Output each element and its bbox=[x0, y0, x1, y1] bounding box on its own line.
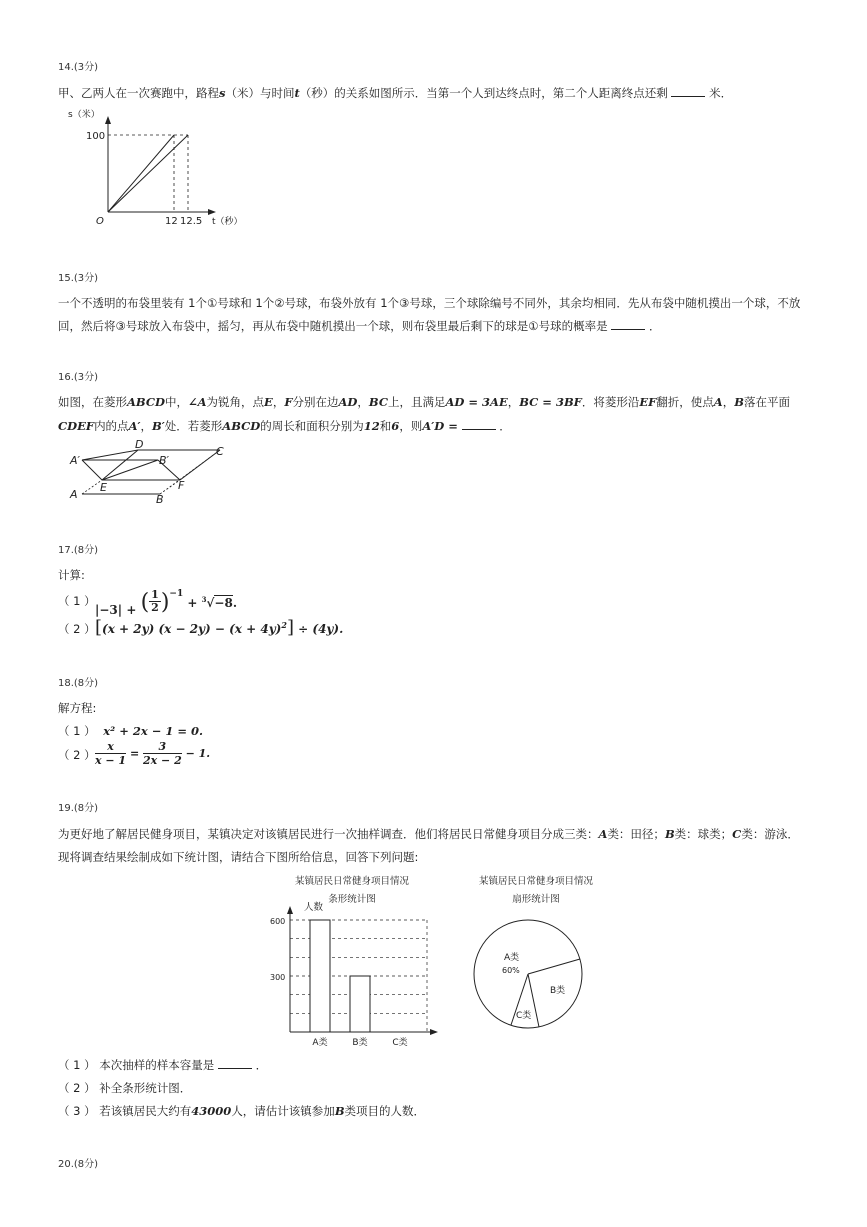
point-b-label: B bbox=[156, 493, 164, 506]
math-6: 6 bbox=[391, 419, 400, 433]
question-score: (8分) bbox=[73, 1159, 99, 1170]
root-argument: −8 bbox=[214, 596, 233, 610]
y-tick-600: 600 bbox=[270, 917, 286, 926]
fraction-numerator: 3 bbox=[143, 740, 182, 754]
fraction-3-over-2x-2 bbox=[143, 740, 182, 767]
point-a-label: A bbox=[70, 488, 78, 501]
question-number: 18. bbox=[58, 678, 74, 689]
bar-chart-y-label: 人数 bbox=[304, 902, 324, 913]
segment-ae bbox=[82, 480, 102, 494]
question-19-line-1 bbox=[58, 827, 799, 841]
part-label: （ 1 ） bbox=[58, 724, 96, 738]
point-b-prime-label: B′ bbox=[159, 454, 170, 467]
text-segment: ， bbox=[357, 395, 369, 409]
text-segment: ， bbox=[722, 395, 735, 409]
question-16-line-2 bbox=[58, 419, 511, 433]
part-label: （ 2 ） bbox=[58, 748, 96, 762]
math-b: B bbox=[664, 827, 675, 841]
origin-label: O bbox=[96, 216, 104, 227]
text-segment: 中， bbox=[164, 395, 188, 409]
fraction-numerator: 1 bbox=[151, 588, 159, 601]
text-segment: （米）与时间 bbox=[225, 86, 295, 100]
bar-a bbox=[310, 920, 330, 1032]
question-number: 19. bbox=[58, 803, 74, 814]
fraction-equation bbox=[95, 740, 210, 767]
question-18-part-1 bbox=[58, 724, 203, 738]
math-a: A bbox=[598, 827, 608, 841]
y-tick-100: 100 bbox=[86, 131, 106, 142]
y-tick-300: 300 bbox=[270, 973, 286, 982]
text-segment: 类：球类； bbox=[674, 827, 733, 841]
math-b: B bbox=[334, 1104, 345, 1118]
math-ef: EF bbox=[639, 395, 657, 409]
variable-t: t bbox=[294, 86, 300, 100]
math-ad: AD bbox=[338, 395, 358, 409]
y-axis-arrow bbox=[105, 116, 111, 124]
question-number: 14. bbox=[58, 62, 74, 73]
bar-chart-y-axis-arrow bbox=[287, 906, 293, 914]
text-segment: 如图，在菱形 bbox=[58, 395, 127, 409]
fraction-denominator: x − 1 bbox=[95, 754, 127, 767]
segment-a-prime-e bbox=[82, 460, 102, 480]
pie-label-a: A类 bbox=[504, 953, 520, 963]
question-score: (3分) bbox=[73, 273, 99, 284]
text-segment: 回，然后将③号球放入布袋中，摇匀，再从布袋中随机摸出一个球，则布袋里最后剩下的球是①号球的概率是 bbox=[58, 319, 608, 333]
question-number: 20. bbox=[58, 1159, 74, 1170]
x-label-c: C类 bbox=[392, 1038, 408, 1048]
bar-chart-x-axis-arrow bbox=[430, 1029, 438, 1035]
question-16-line-1 bbox=[58, 395, 790, 409]
runner-2-line bbox=[108, 135, 188, 212]
pie-divider-a-b bbox=[528, 959, 580, 974]
division-tail: ÷ (4y). bbox=[298, 622, 344, 636]
question-18-intro: 解方程: bbox=[58, 701, 97, 715]
math-cdef: CDEF bbox=[58, 419, 95, 433]
text-segment: ． bbox=[648, 319, 661, 333]
question-16-header bbox=[58, 368, 98, 383]
math-bc: BC bbox=[368, 395, 388, 409]
text-segment: 翻折，使点 bbox=[656, 395, 714, 409]
text-segment: 类：游泳． bbox=[741, 827, 799, 841]
math-abcd: ABCD bbox=[222, 419, 261, 433]
bar-chart-title-1: 某镇居民日常健身项目情况 bbox=[294, 876, 410, 887]
plus-sign: + bbox=[187, 596, 198, 610]
answer-blank[interactable] bbox=[671, 86, 705, 97]
math-43000: 43000 bbox=[191, 1104, 232, 1118]
text-segment: 分别在边 bbox=[292, 395, 339, 409]
x-label-b: B类 bbox=[352, 1038, 368, 1048]
math-angle-a: ∠A bbox=[187, 395, 207, 409]
question-17-header bbox=[58, 541, 98, 556]
minus-one: − 1. bbox=[185, 747, 211, 760]
math-c: C bbox=[732, 827, 742, 841]
abs-term: |−3| + bbox=[95, 603, 137, 617]
question-score: (8分) bbox=[73, 803, 99, 814]
part-label: （ 2 ） bbox=[58, 622, 96, 636]
text-segment: 人，请估计该镇参加 bbox=[231, 1104, 335, 1118]
text-segment: ， bbox=[507, 395, 520, 409]
part-label: （ 3 ） bbox=[58, 1104, 96, 1118]
fraction-denominator: 2x − 2 bbox=[143, 754, 182, 767]
math-f: F bbox=[284, 395, 293, 409]
text-segment: 和 bbox=[379, 419, 392, 433]
exponent: 2 bbox=[281, 620, 287, 630]
x-axis-arrow bbox=[208, 209, 216, 215]
pie-label-b: B类 bbox=[550, 986, 566, 996]
exponent: −1 bbox=[169, 589, 184, 599]
equals-sign: = bbox=[129, 747, 140, 760]
pie-chart-title-2: 扇形统计图 bbox=[512, 894, 560, 905]
question-17-intro: 计算: bbox=[58, 568, 85, 582]
text-segment: ．将菱形沿 bbox=[581, 395, 640, 409]
text-segment: ，则 bbox=[399, 419, 423, 433]
math-12: 12 bbox=[363, 419, 380, 433]
expression-17-2 bbox=[95, 617, 343, 638]
x-label-a: A类 bbox=[312, 1038, 328, 1048]
math-eq-2: BC = 3BF bbox=[519, 395, 582, 409]
variable-s: s bbox=[219, 86, 226, 100]
math-b-prime: B′ bbox=[152, 419, 165, 433]
product-expression: (x + 2y) (x − 2y) − (x + 4y) bbox=[102, 622, 282, 636]
text-segment: 本次抽样的样本容量是 bbox=[99, 1058, 215, 1072]
pie-chart bbox=[466, 870, 606, 1035]
bracket-close: ] bbox=[286, 617, 294, 638]
cube-root: $^3$√−8 bbox=[201, 595, 233, 610]
fraction-denominator: 2 bbox=[151, 601, 159, 614]
part-label: （ 1 ） bbox=[58, 1058, 96, 1072]
segment-a-prime-d bbox=[82, 450, 138, 460]
question-18-header bbox=[58, 674, 98, 689]
question-score: (3分) bbox=[73, 62, 99, 73]
question-15-line-2 bbox=[58, 319, 660, 333]
text-segment: 为锐角，点 bbox=[206, 395, 265, 409]
bar-b bbox=[350, 976, 370, 1032]
bracket-open: [ bbox=[95, 617, 103, 638]
question-19-header bbox=[58, 799, 98, 814]
runner-1-line bbox=[108, 135, 174, 212]
text-segment: 为更好地了解居民健身项目，某镇决定对该镇居民进行一次抽样调查．他们将居民日常健身项目分成三类： bbox=[58, 827, 599, 841]
question-18-part-2 bbox=[58, 748, 96, 762]
paren-close: ) bbox=[160, 590, 170, 615]
fraction-x-over-x-1 bbox=[95, 740, 126, 767]
text-segment: 的周长和面积分别为 bbox=[260, 419, 364, 433]
text-segment: 米． bbox=[709, 86, 733, 100]
pie-label-c: C类 bbox=[516, 1011, 532, 1021]
root-index: 3 bbox=[201, 595, 207, 604]
distance-time-graph bbox=[60, 104, 260, 234]
math-abcd: ABCD bbox=[127, 395, 165, 409]
pie-chart-title-1: 某镇居民日常健身项目情况 bbox=[478, 876, 594, 887]
text-segment: 处．若菱形 bbox=[164, 419, 223, 433]
text-segment: 类项目的人数． bbox=[344, 1104, 426, 1118]
point-f-label: F bbox=[178, 479, 185, 492]
question-score: (8分) bbox=[73, 678, 99, 689]
math-a: A bbox=[713, 395, 723, 409]
question-number: 16. bbox=[58, 372, 74, 383]
question-20-header bbox=[58, 1155, 98, 1170]
graph-x-axis-label: t（秒） bbox=[212, 217, 243, 227]
text-segment: ． bbox=[499, 419, 511, 433]
segment-ed bbox=[102, 450, 138, 480]
math-e: E bbox=[264, 395, 273, 409]
bar-chart bbox=[262, 870, 442, 1055]
rhombus-fold-figure bbox=[60, 436, 240, 506]
point-d-label: D bbox=[135, 438, 144, 451]
text-segment: 若该镇居民大约有 bbox=[99, 1104, 192, 1118]
graph-y-axis-label: s（米） bbox=[68, 110, 100, 120]
math-a-prime-d: A′D = bbox=[422, 419, 458, 433]
question-17-part-1 bbox=[58, 594, 96, 608]
text-segment: 落在平面 bbox=[743, 395, 790, 409]
math-eq-1: AD = 3AE bbox=[445, 395, 508, 409]
question-score: (3分) bbox=[73, 372, 99, 383]
pie-label-a-percent: 60% bbox=[502, 966, 520, 975]
question-number: 15. bbox=[58, 273, 74, 284]
text-segment: 类：田径； bbox=[607, 827, 665, 841]
x-tick-12: 12 bbox=[165, 216, 178, 227]
expression-17-1 bbox=[95, 586, 237, 616]
question-19-line-2: 现将调查结果绘制成如下统计图，请结合下图所给信息，回答下列问题: bbox=[58, 850, 419, 864]
question-19-part-1 bbox=[58, 1058, 267, 1072]
text-segment: 内的点 bbox=[94, 419, 129, 433]
text-segment: ． bbox=[255, 1058, 268, 1072]
question-19-part-2 bbox=[58, 1081, 191, 1095]
math-b: B bbox=[734, 395, 744, 409]
math-a-prime: A′ bbox=[128, 419, 141, 433]
answer-blank[interactable] bbox=[218, 1058, 252, 1069]
segment-e-b-prime bbox=[102, 460, 158, 480]
question-15-header bbox=[58, 269, 98, 284]
paren-open: ( bbox=[140, 590, 150, 615]
text-segment: ， bbox=[272, 395, 285, 409]
question-17-part-2 bbox=[58, 622, 96, 636]
question-14-text bbox=[58, 86, 732, 100]
text-segment: ， bbox=[140, 419, 153, 433]
question-score: (8分) bbox=[73, 545, 99, 556]
text-segment: 上，且满足 bbox=[387, 395, 446, 409]
text-segment: 补全条形统计图． bbox=[99, 1081, 192, 1095]
question-19-part-3 bbox=[58, 1104, 425, 1118]
answer-blank[interactable] bbox=[611, 319, 645, 330]
question-number: 17. bbox=[58, 545, 74, 556]
text-segment: （秒）的关系如图所示．当第一个人到达终点时，第二个人距离终点还剩 bbox=[299, 86, 668, 100]
text-segment: 甲、乙两人在一次赛跑中，路程 bbox=[58, 86, 219, 100]
quadratic-equation: x² + 2x − 1 = 0. bbox=[103, 724, 203, 738]
part-label: （ 2 ） bbox=[58, 1081, 96, 1095]
bar-chart-title-2: 条形统计图 bbox=[328, 894, 376, 905]
period: . bbox=[232, 596, 238, 610]
answer-blank[interactable] bbox=[462, 419, 496, 430]
fraction-1-2 bbox=[149, 589, 161, 614]
question-15-line-1: 一个不透明的布袋里装有 1个①号球和 1个②号球，布袋外放有 1个③号球，三个球除编号不同外，其余均相同．先从布袋中随机摸出一个球，不放 bbox=[58, 296, 801, 310]
point-e-label: E bbox=[100, 481, 107, 494]
fraction-numerator: x bbox=[95, 740, 126, 754]
x-tick-12-5: 12.5 bbox=[180, 216, 203, 227]
point-c-label: C bbox=[216, 445, 224, 458]
point-a-prime-label: A′ bbox=[70, 454, 81, 467]
part-label: （ 1 ） bbox=[58, 594, 96, 608]
question-14-header bbox=[58, 58, 98, 73]
